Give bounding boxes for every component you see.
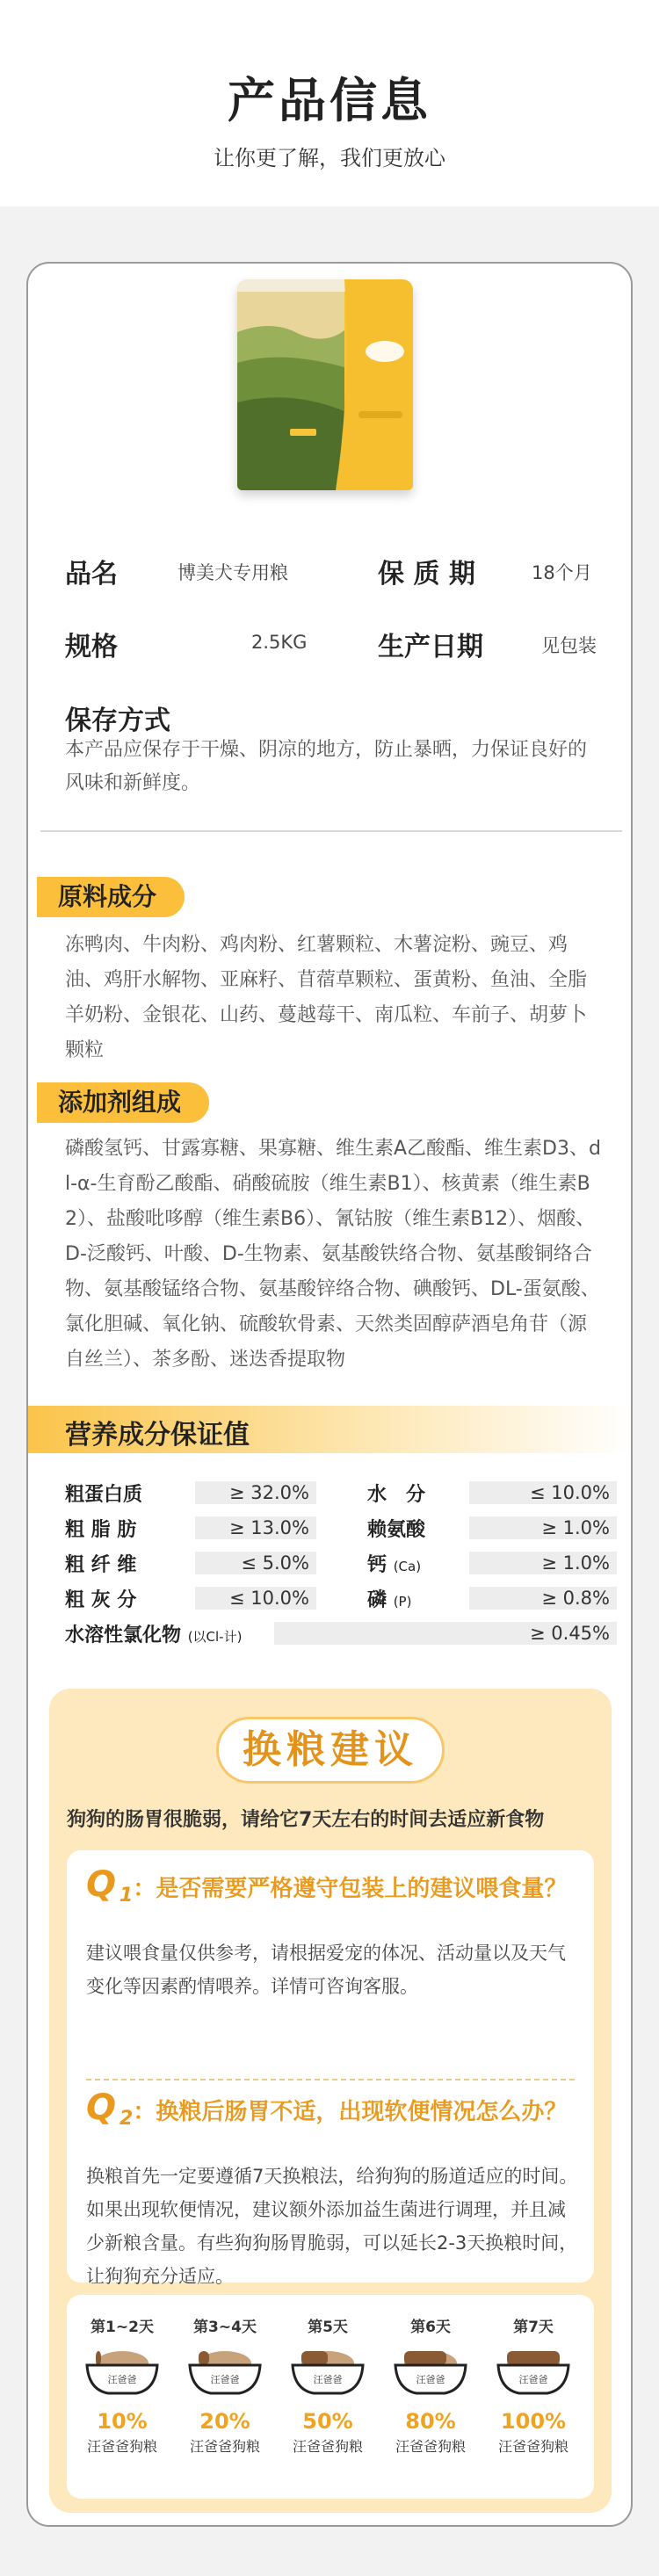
seven-day-schedule: [67, 2295, 594, 2499]
spec-value: 2.5KG: [251, 632, 308, 653]
day-label: 第1~2天: [91, 2319, 154, 2336]
page-title: 产品信息: [228, 73, 431, 128]
food-name: 汪爸爸狗粮: [497, 2438, 568, 2455]
mix-percent: 50%: [302, 2409, 353, 2434]
food-bowl-icon: [82, 2346, 163, 2397]
day-label: 第6天: [410, 2319, 451, 2336]
feeding-advice-panel: [49, 1689, 612, 2513]
shelf-key: 保 质 期: [378, 559, 475, 590]
mix-percent: 100%: [500, 2409, 567, 2434]
ingredients-title: 原料成分: [37, 877, 185, 917]
advice-subtitle: 狗狗的肠胃很脆弱，请给它7天左右的时间去适应新食物: [67, 1809, 545, 1831]
mix-percent: 20%: [199, 2409, 250, 2434]
food-name: 汪爸爸狗粮: [189, 2438, 260, 2455]
schedule-day: [177, 2314, 273, 2456]
nutrition-item: 水溶性氯化物 (以Cl-计) ≥ 0.45%: [65, 1620, 622, 1645]
schedule-day: [74, 2314, 170, 2456]
food-name: 汪爸爸狗粮: [86, 2438, 157, 2455]
mix-percent: 80%: [405, 2409, 456, 2434]
nutrition-title: 营养成分保证值: [65, 1420, 250, 1451]
faq-box: [67, 1850, 594, 2287]
bowl-label: 汪爸爸: [416, 2374, 445, 2385]
faq-divider: [86, 2079, 575, 2080]
name-key: 品名: [65, 559, 118, 590]
day-label: 第7天: [513, 2319, 554, 2336]
bowl-label: 汪爸爸: [107, 2374, 137, 2385]
food-name: 汪爸爸狗粮: [395, 2438, 466, 2455]
food-bowl-icon: [287, 2346, 368, 2397]
nutrition-item: 粗蛋白质 ≥ 32.0%: [65, 1480, 320, 1504]
food-name: 汪爸爸狗粮: [292, 2438, 363, 2455]
nutrition-header: [28, 1406, 633, 1453]
answer-1: 建议喂食量仅供参考，请根据爱宠的体况、活动量以及天气变化等因素酌情喂养。详情可咨询客服。: [86, 1943, 566, 1997]
storage-text: 本产品应保存于干燥、阴凉的地方，防止暴晒，力保证良好的风味和新鲜度。: [65, 739, 588, 794]
answer-2: 换粮首先一定要遵循7天换粮法，给狗狗的肠道适应的时间。如果出现软便情况，建议额外添加益生菌进行调理，并且减少新粮含量。有些狗狗肠胃脆弱，可以延长2-3天换粮时间，让狗狗充分适应。: [86, 2166, 578, 2287]
spec-key: 规格: [65, 632, 118, 662]
info-row-1: [65, 552, 601, 590]
product-bag-image: [237, 279, 413, 490]
ingredients-text: 冻鸭肉、牛肉粉、鸡肉粉、红薯颗粒、木薯淀粉、豌豆、鸡油、鸡肝水解物、亚麻籽、苜蓿草颗粒、蛋黄粉、鱼油、全脂羊奶粉、金银花、山药、蔓越莓干、南瓜粒、车前子、胡萝卜颗粒: [65, 934, 588, 1061]
day-label: 第5天: [308, 2319, 348, 2336]
nutrition-item: 粗 灰 分 ≤ 10.0%: [65, 1585, 320, 1610]
schedule-day: [382, 2314, 479, 2456]
product-info-card: [26, 262, 633, 2527]
nutrition-item: 粗 纤 维 ≤ 5.0%: [65, 1550, 320, 1574]
additives-title: 添加剂组成: [37, 1082, 209, 1123]
food-bowl-icon: [185, 2346, 265, 2397]
food-bowl-icon: [390, 2346, 471, 2397]
nutrition-item: 钙 (Ca) ≥ 1.0%: [367, 1550, 622, 1574]
nutrition-item: 磷 (P) ≥ 0.8%: [367, 1585, 622, 1610]
nutrition-item: 粗 脂 肪 ≥ 13.0%: [65, 1515, 320, 1539]
divider: [40, 830, 622, 832]
info-row-2: [65, 625, 601, 660]
bowl-label: 汪爸爸: [313, 2374, 343, 2385]
food-bowl-icon: [493, 2346, 574, 2397]
storage-title: 保存方式: [65, 706, 170, 736]
advice-title: 换粮建议: [216, 1717, 445, 1784]
additives-text: 磷酸氢钙、甘露寡糖、果寡糖、维生素A乙酸酯、维生素D3、dl-α-生育酚乙酸酯、硝酸硫胺（维生素B1）、核黄素（维生素B2）、盐酸吡哆醇（维生素B6）、氰钴胺（维生素B12）、烟酸、D-泛酸钙、叶酸、D-生物素、氨基酸铁络合物、氨基酸铜络合物、氨基酸锰络合物、氨基酸锌络合物、碘酸钙、DL-蛋氨酸、氯化胆碱、氧化钠、硫酸软骨素、天然类固醇萨酒皂角苷（源自丝兰）、茶多酚、迷迭香提取物: [65, 1138, 601, 1371]
date-value: 见包装: [541, 635, 597, 656]
page-subtitle: 让你更了解，我们更放心: [214, 146, 445, 170]
nutrition-item: 赖氨酸 ≥ 1.0%: [367, 1515, 622, 1539]
nutrition-item: 水 分 ≤ 10.0%: [367, 1480, 622, 1504]
date-key: 生产日期: [378, 632, 483, 662]
question-1: Q $_1$：是否需要严格遵守包装上的建议喂食量？: [86, 1864, 568, 1907]
schedule-day: [279, 2314, 376, 2456]
schedule-day: [485, 2314, 582, 2456]
question-2: Q $_2$：换粮后肠胃不适，出现软便情况怎么办？: [86, 2088, 568, 2131]
bowl-label: 汪爸爸: [210, 2374, 240, 2385]
header: [0, 0, 659, 206]
day-label: 第3~4天: [193, 2319, 257, 2336]
name-value: 博美犬专用粮: [177, 562, 288, 583]
shelf-value: 18个月: [532, 562, 592, 583]
mix-percent: 10%: [97, 2409, 148, 2434]
bowl-label: 汪爸爸: [518, 2374, 548, 2385]
